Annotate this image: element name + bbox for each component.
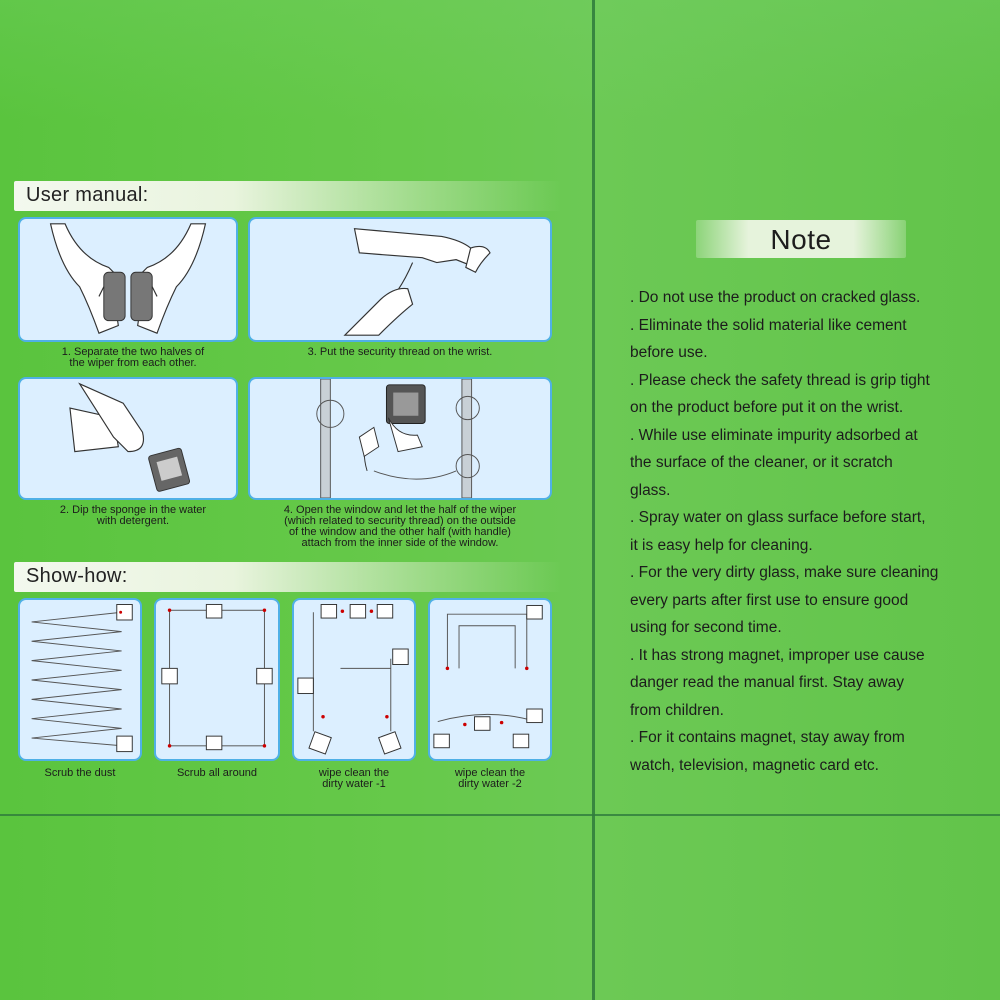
note-heading-bar (696, 220, 906, 258)
scrub-around-illustration (154, 598, 280, 761)
step-1-caption: 1. Separate the two halves of the wiper from each other. (61, 346, 205, 369)
note-line: . Spray water on glass surface before start, (630, 509, 926, 526)
show-how-heading-bar (14, 562, 562, 592)
scrub-around-caption: Scrub all around (176, 767, 258, 779)
wipe-dirty-water-1-illustration (292, 598, 416, 761)
step-3-illustration (248, 217, 552, 342)
window-attach-icon (250, 379, 550, 498)
step-4-illustration (248, 377, 552, 500)
wipe-path-1-icon (294, 600, 414, 759)
wipe-dirty-water-1-caption: wipe clean the dirty water -1 (318, 767, 390, 790)
note-line: . For it contains magnet, stay away from (630, 729, 905, 746)
step-1-illustration (18, 217, 238, 342)
note-line: . Eliminate the solid material like cement (630, 316, 907, 334)
wipe-dirty-water-2-illustration (428, 598, 552, 761)
note-title: Note (770, 224, 832, 255)
note-line: . For the very dirty glass, make sure cleaning (630, 564, 939, 581)
hands-separating-wiper-icon (20, 219, 236, 340)
note-line: glass. (630, 481, 671, 499)
background-shade (0, 0, 1000, 120)
wipe-path-2-icon (430, 600, 550, 759)
scrub-dust-caption: Scrub the dust (44, 767, 116, 779)
note-line: . While use eliminate impurity adsorbed at (630, 426, 918, 444)
note-line: . Please check the safety thread is grip tight (630, 371, 930, 389)
rectangle-path-icon (156, 600, 278, 759)
vertical-fold-line (592, 0, 595, 1000)
step-2-illustration (18, 377, 238, 500)
note-line: using for second time. (630, 619, 782, 636)
zigzag-path-icon (20, 600, 140, 759)
step-3-caption: 3. Put the security thread on the wrist. (307, 346, 493, 358)
note-line: from children. (630, 701, 724, 719)
thread-on-wrist-icon (250, 219, 550, 340)
note-line: danger read the manual first. Stay away (630, 674, 904, 691)
scrub-dust-illustration (18, 598, 142, 761)
step-2-caption: 2. Dip the sponge in the water with detergent. (59, 504, 207, 527)
horizontal-fold-line (0, 814, 1000, 816)
note-line: . It has strong magnet, improper use cause (630, 646, 925, 664)
note-line: every parts after first use to ensure good (630, 591, 909, 609)
note-line: it is easy help for cleaning. (630, 536, 813, 554)
wipe-dirty-water-2-caption: wipe clean the dirty water -2 (454, 767, 526, 790)
note-list (630, 284, 990, 779)
note-line: on the product before put it on the wrist. (630, 399, 904, 416)
user-manual-heading-bar (14, 181, 562, 211)
note-line: before use. (630, 344, 708, 361)
step-4-caption: 4. Open the window and let the half of the wiper (which related to security thread) on the outside of the window and the other half (with handle) attach from the inner side of the window. (283, 504, 517, 549)
note-line: watch, television, magnetic card etc. (630, 756, 879, 774)
note-line: the surface of the cleaner, or it scratch (630, 454, 893, 471)
user-manual-title: User manual: (26, 184, 149, 206)
dip-sponge-icon (20, 379, 236, 498)
note-line: . Do not use the product on cracked glass. (630, 289, 921, 306)
show-how-title: Show-how: (26, 565, 128, 587)
